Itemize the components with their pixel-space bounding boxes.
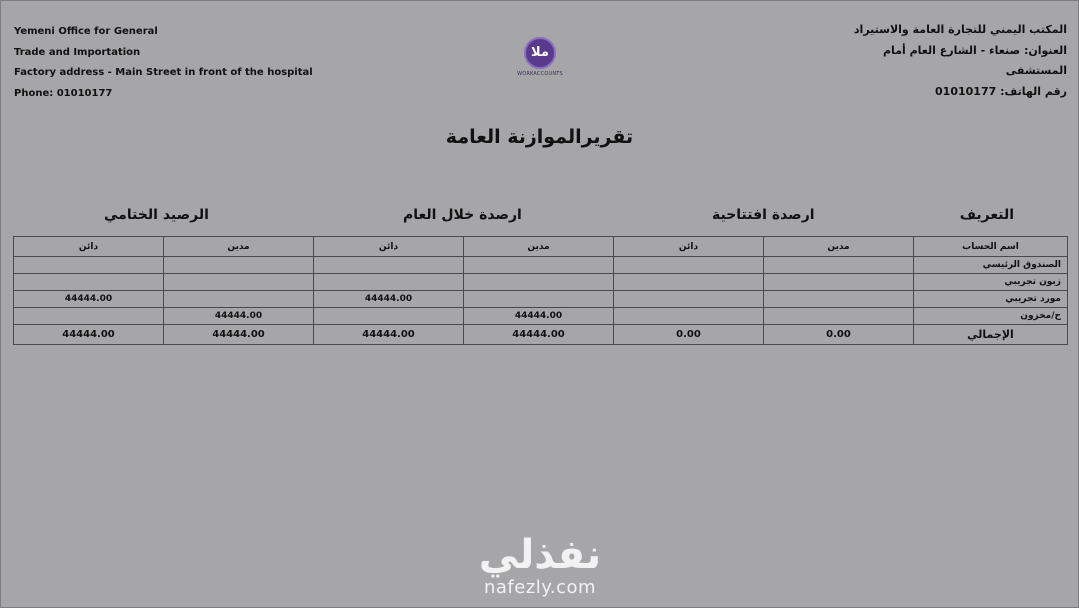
cell-open-credit — [614, 291, 764, 308]
col-account-name: اسم الحساب — [914, 237, 1068, 257]
total-close-credit: 44444.00 — [14, 325, 164, 345]
cell-open-credit — [614, 274, 764, 291]
cell-account-name: زبون تجريبي — [914, 274, 1068, 291]
company-phone-ar: رقم الهاتف: 01010177 — [935, 84, 1067, 98]
cell-year-credit — [314, 257, 464, 274]
table-header-row — [14, 237, 1068, 257]
cell-year-credit — [314, 308, 464, 325]
cell-close-credit: 44444.00 — [14, 291, 164, 308]
total-year-credit: 44444.00 — [314, 325, 464, 345]
table-total-row — [14, 325, 1068, 345]
company-name-ar: المكتب اليمني للتجارة العامة والاستيراد — [853, 23, 1067, 36]
cell-account-name: مورد تجريبي — [914, 291, 1068, 308]
total-open-credit: 0.00 — [614, 325, 764, 345]
watermark-url: nafezly.com — [483, 577, 597, 598]
company-phone: Phone: 01010177 — [14, 87, 113, 99]
group-opening-balances: ارصدة افتتاحية — [712, 207, 815, 223]
group-closing-balance: الرصيد الختامي — [104, 207, 209, 223]
logo-mark: ملا — [524, 37, 556, 69]
cell-open-debit — [764, 308, 914, 325]
company-address-ar-cont: المستشفى — [1005, 64, 1067, 77]
cell-close-debit — [164, 274, 314, 291]
group-definition: التعريف — [959, 207, 1014, 223]
cell-year-debit — [464, 257, 614, 274]
table-row — [14, 291, 1068, 308]
cell-open-credit — [614, 257, 764, 274]
col-close-debit: مدين — [164, 237, 314, 257]
cell-close-debit: 44444.00 — [164, 308, 314, 325]
cell-open-credit — [614, 308, 764, 325]
table-row — [14, 274, 1068, 291]
col-open-credit: دائن — [614, 237, 764, 257]
watermark — [470, 532, 610, 598]
company-info-english — [14, 22, 313, 104]
col-year-credit: دائن — [314, 237, 464, 257]
cell-open-debit — [764, 257, 914, 274]
company-address: Factory address - Main Street in front of the hospital — [14, 67, 313, 78]
cell-close-debit — [164, 257, 314, 274]
col-year-debit: مدين — [464, 237, 614, 257]
cell-year-debit — [464, 291, 614, 308]
company-name-line-2: Trade and Importation — [14, 46, 141, 58]
total-label: الإجمالي — [914, 325, 1068, 345]
cell-close-credit — [14, 274, 164, 291]
company-info-arabic — [854, 20, 1067, 102]
cell-year-credit: 44444.00 — [314, 291, 464, 308]
total-open-debit: 0.00 — [764, 325, 914, 345]
watermark-arabic: نفذلي — [478, 532, 602, 578]
cell-year-credit — [314, 274, 464, 291]
cell-open-debit — [764, 291, 914, 308]
report-title: تقريرالموازنة العامة — [445, 126, 634, 148]
cell-account-name: الصندوق الرئيسي — [914, 257, 1068, 274]
cell-open-debit — [764, 274, 914, 291]
cell-year-debit: 44444.00 — [464, 308, 614, 325]
logo-text: WORKACCOUNTS — [517, 71, 563, 77]
company-address-ar: العنوان: صنعاء - الشارع العام أمام — [883, 43, 1067, 57]
cell-year-debit — [464, 274, 614, 291]
cell-close-debit — [164, 291, 314, 308]
company-name-line-1: Yemeni Office for General — [14, 26, 158, 37]
table-row — [14, 257, 1068, 274]
col-close-credit: دائن — [14, 237, 164, 257]
group-year-balances: ارصدة خلال العام — [403, 207, 522, 223]
cell-close-credit — [14, 308, 164, 325]
col-open-debit: مدين — [764, 237, 914, 257]
cell-account-name: ح/مخزون — [914, 308, 1068, 325]
total-close-debit: 44444.00 — [164, 325, 314, 345]
company-logo — [510, 37, 570, 77]
table-row — [14, 308, 1068, 325]
cell-close-credit — [14, 257, 164, 274]
total-year-debit: 44444.00 — [464, 325, 614, 345]
balance-table — [13, 236, 1068, 345]
